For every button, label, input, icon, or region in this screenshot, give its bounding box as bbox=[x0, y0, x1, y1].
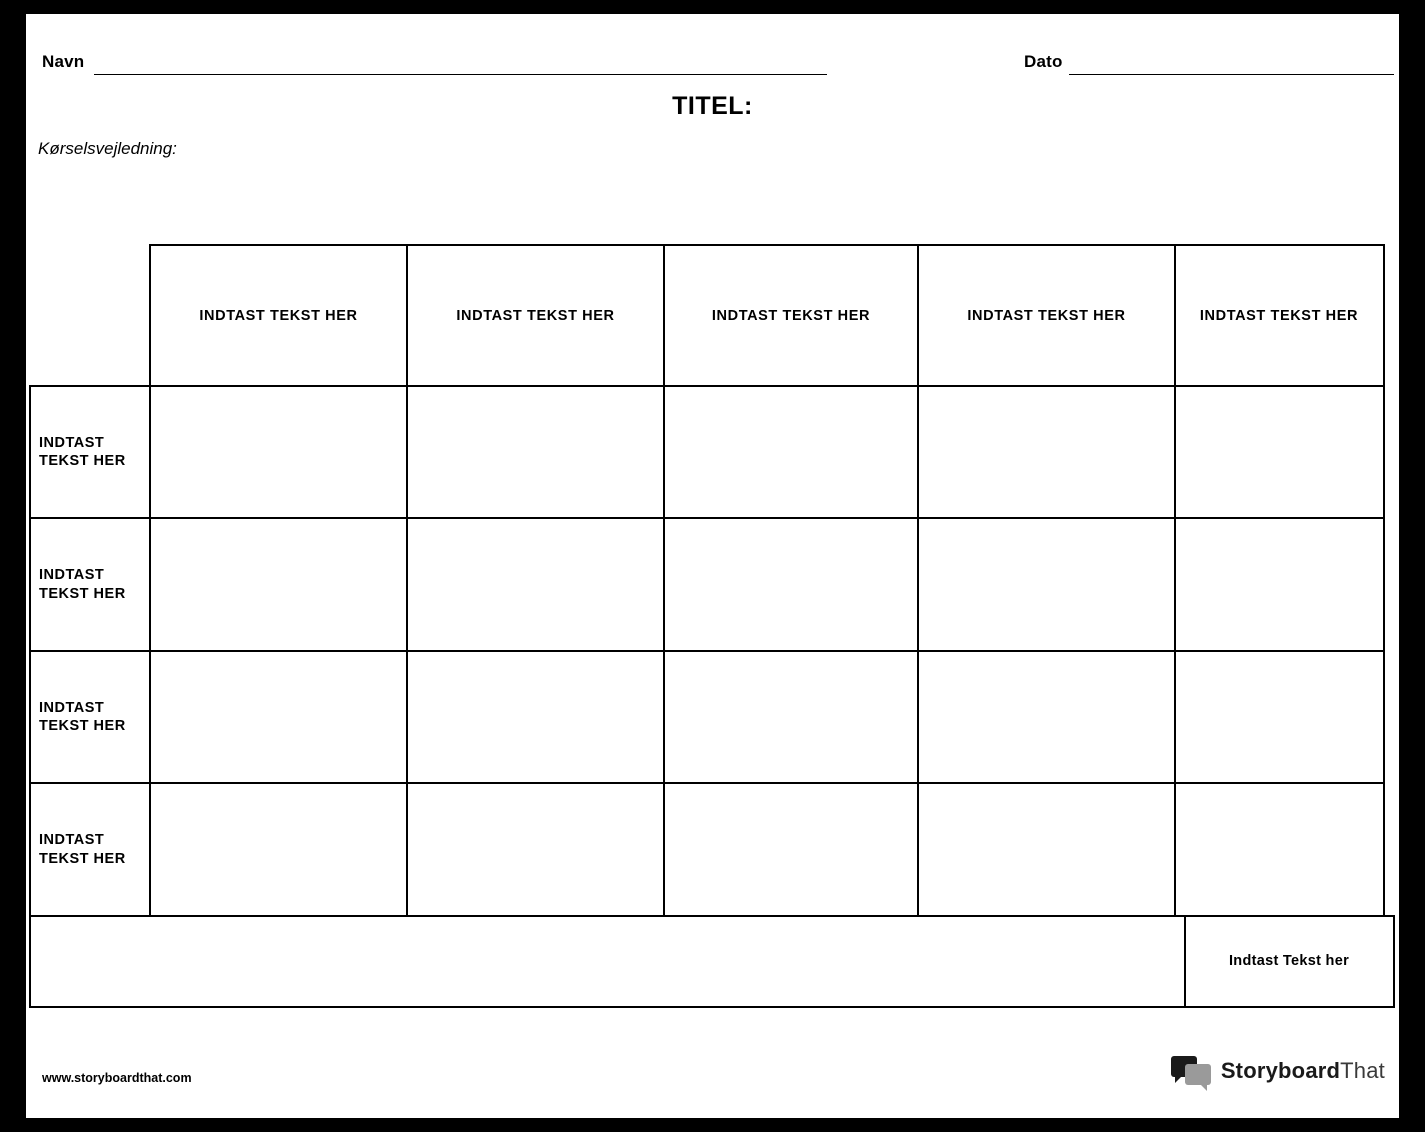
table-row bbox=[29, 782, 1397, 917]
table-cell[interactable] bbox=[406, 385, 665, 520]
table-cell[interactable] bbox=[917, 782, 1176, 917]
speech-bubbles-icon bbox=[1171, 1056, 1213, 1086]
brand-name-second: That bbox=[1340, 1058, 1385, 1083]
row-header-cell[interactable] bbox=[29, 385, 151, 520]
name-write-line[interactable] bbox=[94, 74, 827, 75]
brand-wordmark bbox=[1221, 1058, 1385, 1084]
table-cell[interactable] bbox=[1174, 782, 1385, 917]
table-cell[interactable] bbox=[1174, 517, 1385, 652]
table-cell[interactable] bbox=[917, 650, 1176, 785]
table-cell[interactable] bbox=[663, 782, 920, 917]
column-header-label: INDTAST TEKST HER bbox=[711, 307, 871, 324]
row-header-cell[interactable] bbox=[29, 782, 151, 917]
row-header-cell[interactable] bbox=[29, 650, 151, 785]
row-header-label: INDTAST TEKST HER bbox=[39, 434, 126, 469]
row-header-cell[interactable] bbox=[29, 517, 151, 652]
table-cell[interactable] bbox=[663, 650, 920, 785]
storyboardthat-logo[interactable] bbox=[1171, 1056, 1385, 1086]
column-header-label: INDTAST TEKST HER bbox=[456, 307, 615, 324]
table-cell[interactable] bbox=[663, 517, 920, 652]
table-row bbox=[29, 385, 1397, 520]
table-cell[interactable] bbox=[149, 385, 409, 520]
total-blank-cell[interactable] bbox=[29, 915, 1186, 1008]
row-header-label: INDTAST TEKST HER bbox=[39, 699, 126, 734]
table-header-row bbox=[29, 244, 1397, 387]
table-cell[interactable] bbox=[406, 650, 665, 785]
table-cell[interactable] bbox=[917, 385, 1176, 520]
row-header-label: INDTAST TEKST HER bbox=[39, 567, 126, 602]
corner-cell bbox=[29, 244, 151, 387]
column-header-cell[interactable] bbox=[663, 244, 920, 387]
column-header-cell[interactable] bbox=[1174, 244, 1385, 387]
table-cell[interactable] bbox=[917, 517, 1176, 652]
column-header-label: INDTAST TEKST HER bbox=[1199, 307, 1359, 324]
table-cell[interactable] bbox=[149, 517, 409, 652]
worksheet-grid bbox=[29, 244, 1397, 1008]
date-write-line[interactable] bbox=[1069, 74, 1394, 75]
table-row bbox=[29, 650, 1397, 785]
column-header-cell[interactable] bbox=[406, 244, 665, 387]
table-cell[interactable] bbox=[406, 782, 665, 917]
brand-name-first: Storyboard bbox=[1220, 1058, 1341, 1083]
column-header-label: INDTAST TEKST HER bbox=[199, 307, 358, 324]
name-label: Navn bbox=[42, 52, 85, 71]
footer-url[interactable]: www.storyboardthat.com bbox=[42, 1071, 192, 1085]
table-row bbox=[29, 517, 1397, 652]
table-cell[interactable] bbox=[149, 650, 409, 785]
table-cell[interactable] bbox=[406, 517, 665, 652]
date-label: Dato bbox=[1024, 52, 1063, 71]
table-cell[interactable] bbox=[663, 385, 920, 520]
table-cell[interactable] bbox=[1174, 650, 1385, 785]
column-header-label: INDTAST TEKST HER bbox=[967, 307, 1126, 324]
row-header-label: INDTAST TEKST HER bbox=[39, 832, 126, 867]
column-header-cell[interactable] bbox=[149, 244, 409, 387]
total-cell[interactable] bbox=[1184, 915, 1395, 1008]
table-cell[interactable] bbox=[1174, 385, 1385, 520]
table-total-row bbox=[29, 915, 1397, 1008]
page-title[interactable]: TITEL: bbox=[672, 92, 753, 120]
worksheet-page bbox=[26, 14, 1399, 1118]
total-cell-label: Indtast Tekst her bbox=[1228, 953, 1350, 969]
worksheet-header bbox=[26, 14, 1399, 74]
column-header-cell[interactable] bbox=[917, 244, 1176, 387]
table-cell[interactable] bbox=[149, 782, 409, 917]
instructions-label[interactable]: Kørselsvejledning: bbox=[38, 139, 177, 158]
